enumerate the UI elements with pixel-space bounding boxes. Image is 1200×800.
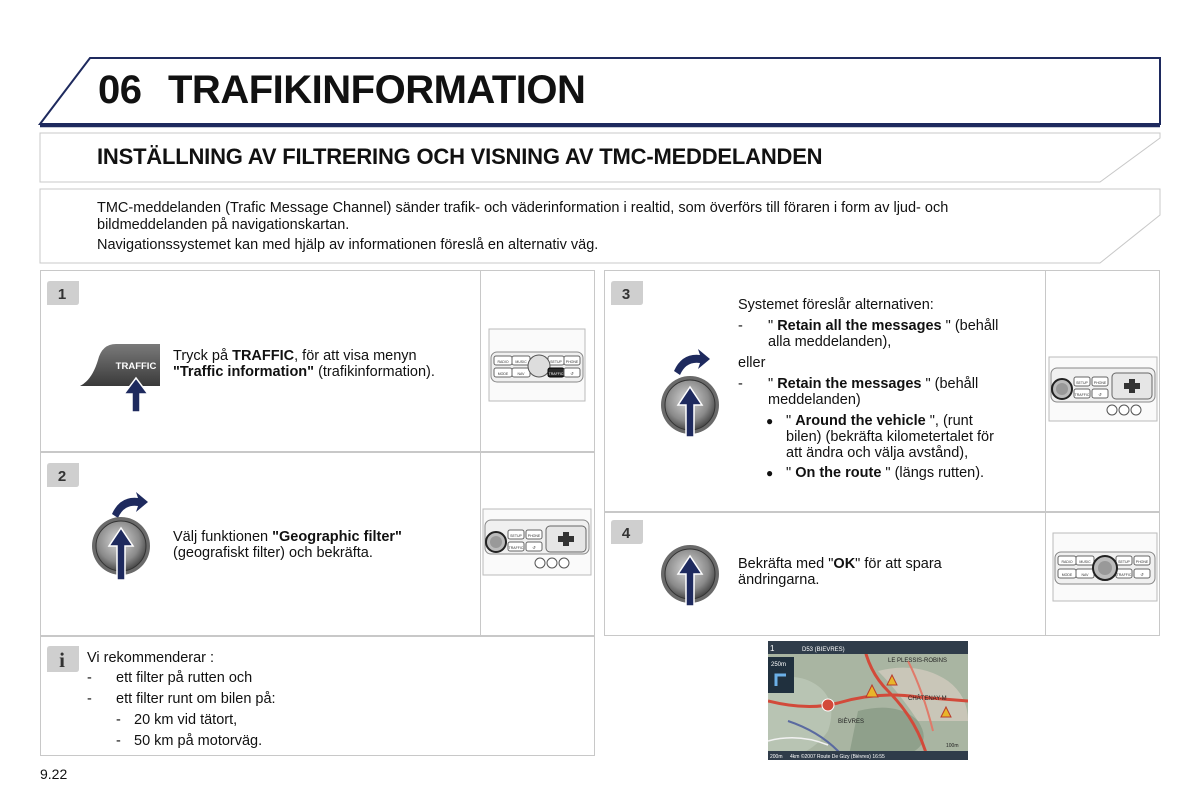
dash: -: [116, 733, 121, 749]
step-number-badge: [46, 280, 80, 306]
section-title: INSTÄLLNING AV FILTRERING OCH VISNING AV TMC-MEDDELANDEN: [97, 144, 823, 169]
svg-text:PHONE: PHONE: [527, 534, 541, 538]
dash: -: [738, 318, 743, 334]
svg-text:250m: 250m: [771, 662, 787, 668]
info-icon: [46, 645, 80, 673]
rotate-arrow-icon: [674, 349, 710, 375]
svg-text:RADIO: RADIO: [1061, 560, 1073, 564]
divider: [1045, 270, 1046, 512]
control-panel-image: [488, 328, 586, 402]
option-around-vehicle: " Around the vehicle ", (runt bilen) (bekräfta kilometertalet för att ändra och välja avstånd),: [786, 413, 994, 461]
svg-text:LE PLESSIS-ROBINS: LE PLESSIS-ROBINS: [888, 658, 948, 664]
svg-text:RADIO: RADIO: [497, 360, 509, 364]
svg-text:↺: ↺: [570, 371, 574, 376]
svg-text:CHÂTENAY-M: CHÂTENAY-M: [908, 696, 947, 702]
option-retain-all: " Retain all the messages " (behåll alla meddelanden),: [768, 318, 999, 350]
svg-text:↺: ↺: [1140, 572, 1144, 577]
step-number-badge: [610, 519, 644, 545]
svg-text:TRAFFIC: TRAFFIC: [548, 372, 564, 376]
svg-text:SETUP: SETUP: [1118, 560, 1130, 564]
intro-line-1: TMC-meddelanden (Trafic Message Channel) sänder trafik- och väderinformation i realtid, som överförs till föraren i form av ljud- och: [97, 200, 949, 216]
svg-text:MODE: MODE: [1061, 573, 1073, 577]
step-3-intro: Systemet föreslår alternativen:: [738, 297, 934, 313]
svg-text:MUSIC: MUSIC: [515, 360, 527, 364]
step-number: 1: [57, 286, 67, 303]
chapter-number: 06: [98, 68, 142, 112]
dash: -: [87, 691, 92, 707]
info-item-3: 20 km vid tätort,: [134, 712, 238, 728]
divider: [480, 270, 481, 452]
svg-text:BIÈVRES: BIÈVRES: [838, 719, 865, 725]
intro-line-2: bildmeddelanden på navigationskartan.: [97, 217, 350, 233]
rotary-knob-icon: [90, 488, 160, 584]
traffic-button-icon: [76, 340, 166, 414]
svg-text:NAV: NAV: [1081, 573, 1089, 577]
svg-text:MUSIC: MUSIC: [1079, 560, 1091, 564]
svg-text:100m: 100m: [946, 743, 959, 749]
bullet: ●: [766, 466, 774, 480]
svg-text:4km ©2007 Route De Gizy (Bièvr: 4km ©2007 Route De Gizy (Bièvres) 16:55: [790, 754, 885, 760]
dash: -: [738, 376, 743, 392]
step-number: 2: [57, 468, 67, 485]
rotary-knob-icon: [658, 540, 728, 610]
info-item-4: 50 km på motorväg.: [134, 733, 263, 749]
control-panel-image: [1048, 356, 1158, 422]
step-number: 4: [621, 525, 631, 542]
step-2-text: Välj funktionen "Geographic filter" (geografiskt filter) och bekräfta.: [173, 529, 402, 561]
rotate-arrow-icon: [112, 492, 148, 518]
svg-text:↺: ↺: [532, 545, 536, 550]
svg-text:PHONE: PHONE: [565, 360, 579, 364]
chapter-title: TRAFIKINFORMATION: [168, 68, 586, 112]
navigation-map-screenshot: [768, 641, 968, 760]
info-intro: Vi rekommenderar :: [87, 650, 215, 666]
svg-text:SETUP: SETUP: [510, 534, 522, 538]
divider: [1045, 512, 1046, 636]
dash: -: [116, 712, 121, 728]
svg-text:TRAFFIC: TRAFFIC: [1116, 573, 1132, 577]
step-1-text: Tryck på TRAFFIC, för att visa menyn "Traffic information" (trafikinformation).: [173, 348, 435, 380]
svg-text:NAV: NAV: [517, 372, 525, 376]
svg-text:TRAFFIC: TRAFFIC: [1074, 393, 1090, 397]
step-number-badge: [610, 280, 644, 306]
traffic-button-label: TRAFFIC: [115, 361, 157, 372]
info-item-1: ett filter på rutten och: [116, 670, 253, 686]
svg-text:TRAFFIC: TRAFFIC: [508, 546, 524, 550]
svg-text:D53 (BIEVRES): D53 (BIEVRES): [802, 647, 845, 653]
svg-text:SETUP: SETUP: [550, 360, 562, 364]
divider: [480, 452, 481, 636]
option-retain: " Retain the messages " (behåll meddelanden): [768, 376, 979, 408]
svg-text:SETUP: SETUP: [1076, 381, 1088, 385]
svg-text:i: i: [59, 648, 65, 672]
option-on-route: " On the route " (längs rutten).: [786, 465, 985, 481]
step-number: 3: [621, 286, 631, 303]
or-text: eller: [738, 355, 766, 371]
svg-text:↺: ↺: [1098, 392, 1102, 397]
intro-line-3: Navigationssystemet kan med hjälp av informationen föreslå en alternativ väg.: [97, 237, 599, 253]
svg-text:200m: 200m: [770, 754, 783, 760]
rotary-knob-icon: [658, 345, 728, 441]
step-number-badge: [46, 462, 80, 488]
dash: -: [87, 670, 92, 686]
control-panel-image: [1052, 532, 1158, 602]
page-number: 9.22: [40, 766, 68, 782]
bullet: ●: [766, 414, 774, 428]
step-4-text: Bekräfta med "OK" för att spara ändringarna.: [738, 556, 942, 588]
info-item-2: ett filter runt om bilen på:: [116, 691, 276, 707]
svg-text:MODE: MODE: [497, 372, 509, 376]
svg-text:1: 1: [770, 644, 775, 653]
control-panel-image: [482, 508, 592, 576]
svg-text:PHONE: PHONE: [1093, 381, 1107, 385]
svg-text:PHONE: PHONE: [1135, 560, 1149, 564]
